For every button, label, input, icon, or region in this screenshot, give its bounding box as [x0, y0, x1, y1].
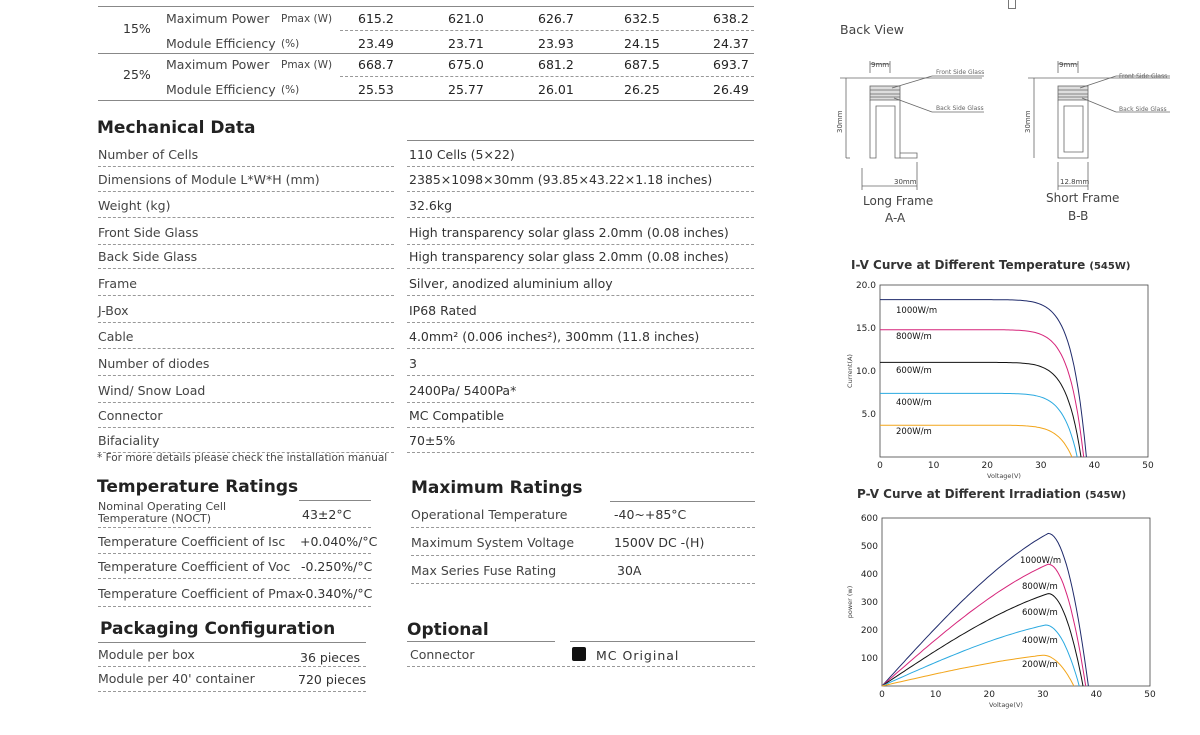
max-rating-value: 30A [617, 563, 642, 578]
cell-value: 23.71 [448, 36, 484, 51]
y-tick-label: 500 [860, 542, 878, 552]
pmax-coefficient-value: -0.340%/°C [301, 586, 373, 601]
y-tick-label: 300 [860, 598, 878, 608]
row-label: Module Efficiency [166, 82, 276, 97]
row-divider [98, 606, 371, 607]
dim-side: 30mm [1024, 110, 1032, 133]
mech-row-label: Dimensions of Module L*W*H (mm) [98, 172, 320, 187]
row-divider [407, 402, 754, 403]
optional-value: MC Original [596, 648, 680, 663]
cell-value: 26.49 [713, 82, 749, 97]
y-tick-label: 5.0 [861, 410, 876, 420]
mech-row-value: 4.0mm² (0.006 inches²), 300mm (11.8 inches) [409, 329, 700, 344]
x-tick-label: 50 [1144, 690, 1156, 700]
row-divider [98, 322, 394, 323]
y-tick-label: 10.0 [855, 367, 876, 377]
section-rule [407, 641, 555, 642]
iv-curve-chart [842, 275, 1172, 480]
row-divider [407, 375, 754, 376]
x-tick-label: 40 [1088, 461, 1101, 471]
table-rule [98, 100, 754, 101]
cell-value: 25.77 [448, 82, 484, 97]
cell-value: 693.7 [713, 57, 749, 72]
x-axis-label: Voltage(V) [989, 701, 1023, 709]
row-divider [98, 402, 394, 403]
back-view-title: Back View [840, 22, 904, 37]
section-title: Optional [407, 620, 489, 640]
series-label: 1000W/m [896, 306, 938, 316]
row-divider [98, 295, 394, 296]
row-unit: (%) [281, 84, 300, 96]
noct-label: Nominal Operating Cell Temperature (NOCT) [98, 500, 227, 525]
packaging-label: Module per 40' container [98, 671, 255, 686]
cell-value: 681.2 [538, 57, 574, 72]
ratio-label: 25% [123, 67, 151, 82]
row-divider [98, 166, 394, 167]
mech-row-value: 3 [409, 356, 417, 371]
y-tick-label: 200 [860, 626, 878, 636]
mech-row-value: 70±5% [409, 433, 456, 448]
isc-coefficient-label: Temperature Coefficient of Isc [98, 534, 286, 549]
mech-row-label: Frame [98, 276, 137, 291]
packaging-value: 36 pieces [300, 650, 361, 665]
cell-value: 632.5 [624, 11, 660, 26]
row-divider [98, 578, 371, 579]
y-tick-label: 400 [860, 570, 878, 580]
x-tick-label: 40 [1090, 690, 1103, 700]
row-divider [407, 666, 755, 667]
x-tick-label: 20 [983, 690, 995, 700]
mech-row-label: Wind/ Snow Load [98, 383, 206, 398]
cell-value: 25.53 [358, 82, 394, 97]
dim-bottom: 12.8mm [1060, 178, 1090, 186]
section-rule [610, 501, 755, 502]
row-divider [98, 527, 371, 528]
y-axis-label: power (w) [846, 585, 854, 619]
section-rule [98, 642, 366, 643]
row-divider [98, 666, 366, 667]
x-axis-label: Voltage(V) [987, 472, 1021, 480]
cell-value: 26.25 [624, 82, 660, 97]
max-rating-value: 1500V DC -(H) [614, 535, 705, 550]
row-divider [407, 268, 754, 269]
row-divider [407, 191, 754, 192]
cell-value: 615.2 [358, 11, 394, 26]
row-divider [98, 268, 394, 269]
row-unit: (%) [281, 38, 300, 50]
short-frame-diagram [1020, 58, 1200, 233]
pv-chart-title: P-V Curve at Different Irradiation (545W) [857, 487, 1127, 501]
row-unit: Pmax (W) [281, 13, 333, 25]
y-tick-label: 15.0 [855, 324, 876, 334]
plot-frame [882, 518, 1150, 686]
x-tick-label: 0 [879, 690, 885, 700]
voc-coefficient-value: -0.250%/°C [301, 559, 373, 574]
max-rating-label: Max Series Fuse Rating [411, 563, 557, 578]
mech-row-value: 2385×1098×30mm (93.85×43.22×1.18 inches) [409, 172, 713, 187]
cell-value: 24.37 [713, 36, 749, 51]
x-tick-label: 10 [927, 461, 940, 471]
row-divider [98, 427, 394, 428]
packaging-label: Module per box [98, 647, 195, 662]
series-label: 800W/m [1022, 582, 1058, 592]
row-label: Maximum Power [166, 57, 270, 72]
mech-row-label: Front Side Glass [98, 225, 199, 240]
ratio-label: 15% [123, 21, 151, 36]
section-rule [570, 641, 755, 642]
row-unit: Pmax (W) [281, 59, 333, 71]
mech-row-value: High transparency solar glass 2.0mm (0.08 inches) [409, 249, 729, 264]
row-divider [407, 295, 754, 296]
pv-curve-chart [842, 508, 1172, 718]
cropped-mark [1008, 0, 1016, 9]
row-divider [98, 553, 371, 554]
back-glass-label: Back Side Glass [936, 105, 984, 112]
section-title: Maximum Ratings [411, 478, 583, 498]
series-label: 800W/m [896, 332, 932, 342]
cell-value: 687.5 [624, 57, 660, 72]
footnote: * For more details please check the installation manual [97, 452, 388, 464]
x-tick-label: 30 [1035, 461, 1047, 471]
mech-row-value: High transparency solar glass 2.0mm (0.08 inches) [409, 225, 729, 240]
front-glass-label: Front Side Glass [936, 69, 985, 76]
x-tick-label: 10 [929, 690, 942, 700]
row-divider [411, 527, 755, 528]
mech-row-label: Weight (kg) [98, 198, 171, 213]
dim-side: 30mm [836, 110, 844, 133]
series-label: 600W/m [896, 366, 932, 376]
noct-value: 43±2°C [302, 507, 352, 522]
row-divider [340, 76, 754, 77]
row-divider [407, 217, 754, 218]
mech-row-label: J-Box [98, 303, 129, 318]
cell-value: 638.2 [713, 11, 749, 26]
frame-name: Short Frame [1046, 191, 1120, 205]
mech-row-label: Bifaciality [98, 433, 160, 448]
row-divider [98, 244, 394, 245]
dim-top: 9mm [1059, 61, 1078, 69]
mech-row-label: Number of Cells [98, 147, 199, 162]
series-label: 200W/m [1022, 660, 1058, 670]
cell-value: 23.93 [538, 36, 574, 51]
row-divider [411, 555, 755, 556]
series-label: 600W/m [1022, 608, 1058, 618]
section-rule [299, 500, 371, 501]
cell-value: 621.0 [448, 11, 484, 26]
group-divider [98, 53, 754, 54]
row-divider [407, 452, 754, 453]
section-title: Temperature Ratings [97, 477, 299, 497]
row-divider [98, 375, 394, 376]
series-label: 1000W/m [1020, 556, 1062, 566]
section-label: B-B [1068, 209, 1089, 223]
row-divider [98, 348, 394, 349]
cell-value: 675.0 [448, 57, 484, 72]
max-rating-label: Maximum System Voltage [411, 535, 575, 550]
row-divider [340, 30, 754, 31]
y-tick-label: 100 [860, 654, 878, 664]
iv-chart-title: I-V Curve at Different Temperature (545W) [851, 258, 1131, 272]
cell-value: 626.7 [538, 11, 574, 26]
x-tick-label: 30 [1037, 690, 1049, 700]
row-divider [407, 348, 754, 349]
x-tick-label: 20 [981, 461, 993, 471]
row-divider [98, 191, 394, 192]
packaging-value: 720 pieces [298, 672, 367, 687]
isc-coefficient-value: +0.040%/°C [300, 534, 378, 549]
row-divider [411, 583, 755, 584]
mech-row-value: 110 Cells (5×22) [409, 147, 515, 162]
row-divider [407, 427, 754, 428]
series-label: 400W/m [896, 398, 932, 408]
mech-row-value: Silver, anodized aluminium alloy [409, 276, 613, 291]
max-rating-value: -40~+85°C [614, 507, 687, 522]
series-label: 400W/m [1022, 636, 1058, 646]
row-divider [407, 322, 754, 323]
row-divider [98, 217, 394, 218]
row-divider [407, 166, 754, 167]
y-axis-label: Current(A) [846, 354, 854, 388]
y-tick-label: 600 [860, 514, 878, 524]
series-label: 200W/m [896, 427, 932, 437]
cell-value: 26.01 [538, 82, 574, 97]
cell-value: 668.7 [358, 57, 394, 72]
mech-row-value: IP68 Rated [409, 303, 477, 318]
section-title: Packaging Configuration [100, 619, 336, 639]
cell-value: 24.15 [624, 36, 660, 51]
table-rule [98, 6, 754, 7]
row-label: Maximum Power [166, 11, 270, 26]
front-glass-label: Front Side Glass [1119, 73, 1168, 80]
row-label: Module Efficiency [166, 36, 276, 51]
row-divider [98, 691, 366, 692]
mech-row-label: Back Side Glass [98, 249, 198, 264]
series-line [882, 625, 1079, 686]
mech-row-value: 2400Pa/ 5400Pa* [409, 383, 517, 398]
x-tick-label: 50 [1142, 461, 1154, 471]
long-frame-diagram [832, 58, 1002, 233]
mech-row-label: Cable [98, 329, 134, 344]
section-label: A-A [885, 211, 906, 225]
max-rating-label: Operational Temperature [411, 507, 568, 522]
mech-row-label: Number of diodes [98, 356, 210, 371]
dim-top: 9mm [871, 61, 890, 69]
mech-row-value: MC Compatible [409, 408, 505, 423]
color-swatch [572, 647, 586, 661]
section-title: Mechanical Data [97, 118, 256, 138]
back-glass-label: Back Side Glass [1119, 106, 1167, 113]
frame-name: Long Frame [863, 194, 934, 208]
dim-bottom: 30mm [894, 178, 917, 186]
pmax-coefficient-label: Temperature Coefficient of Pmax [98, 586, 303, 601]
mech-row-value: 32.6kg [409, 198, 453, 213]
cell-value: 23.49 [358, 36, 394, 51]
voc-coefficient-label: Temperature Coefficient of Voc [98, 559, 291, 574]
mech-row-label: Connector [98, 408, 163, 423]
section-rule [407, 140, 754, 141]
x-tick-label: 0 [877, 461, 883, 471]
row-divider [407, 244, 754, 245]
series-line [880, 362, 1081, 457]
optional-label: Connector [410, 647, 475, 662]
y-tick-label: 20.0 [855, 281, 876, 291]
